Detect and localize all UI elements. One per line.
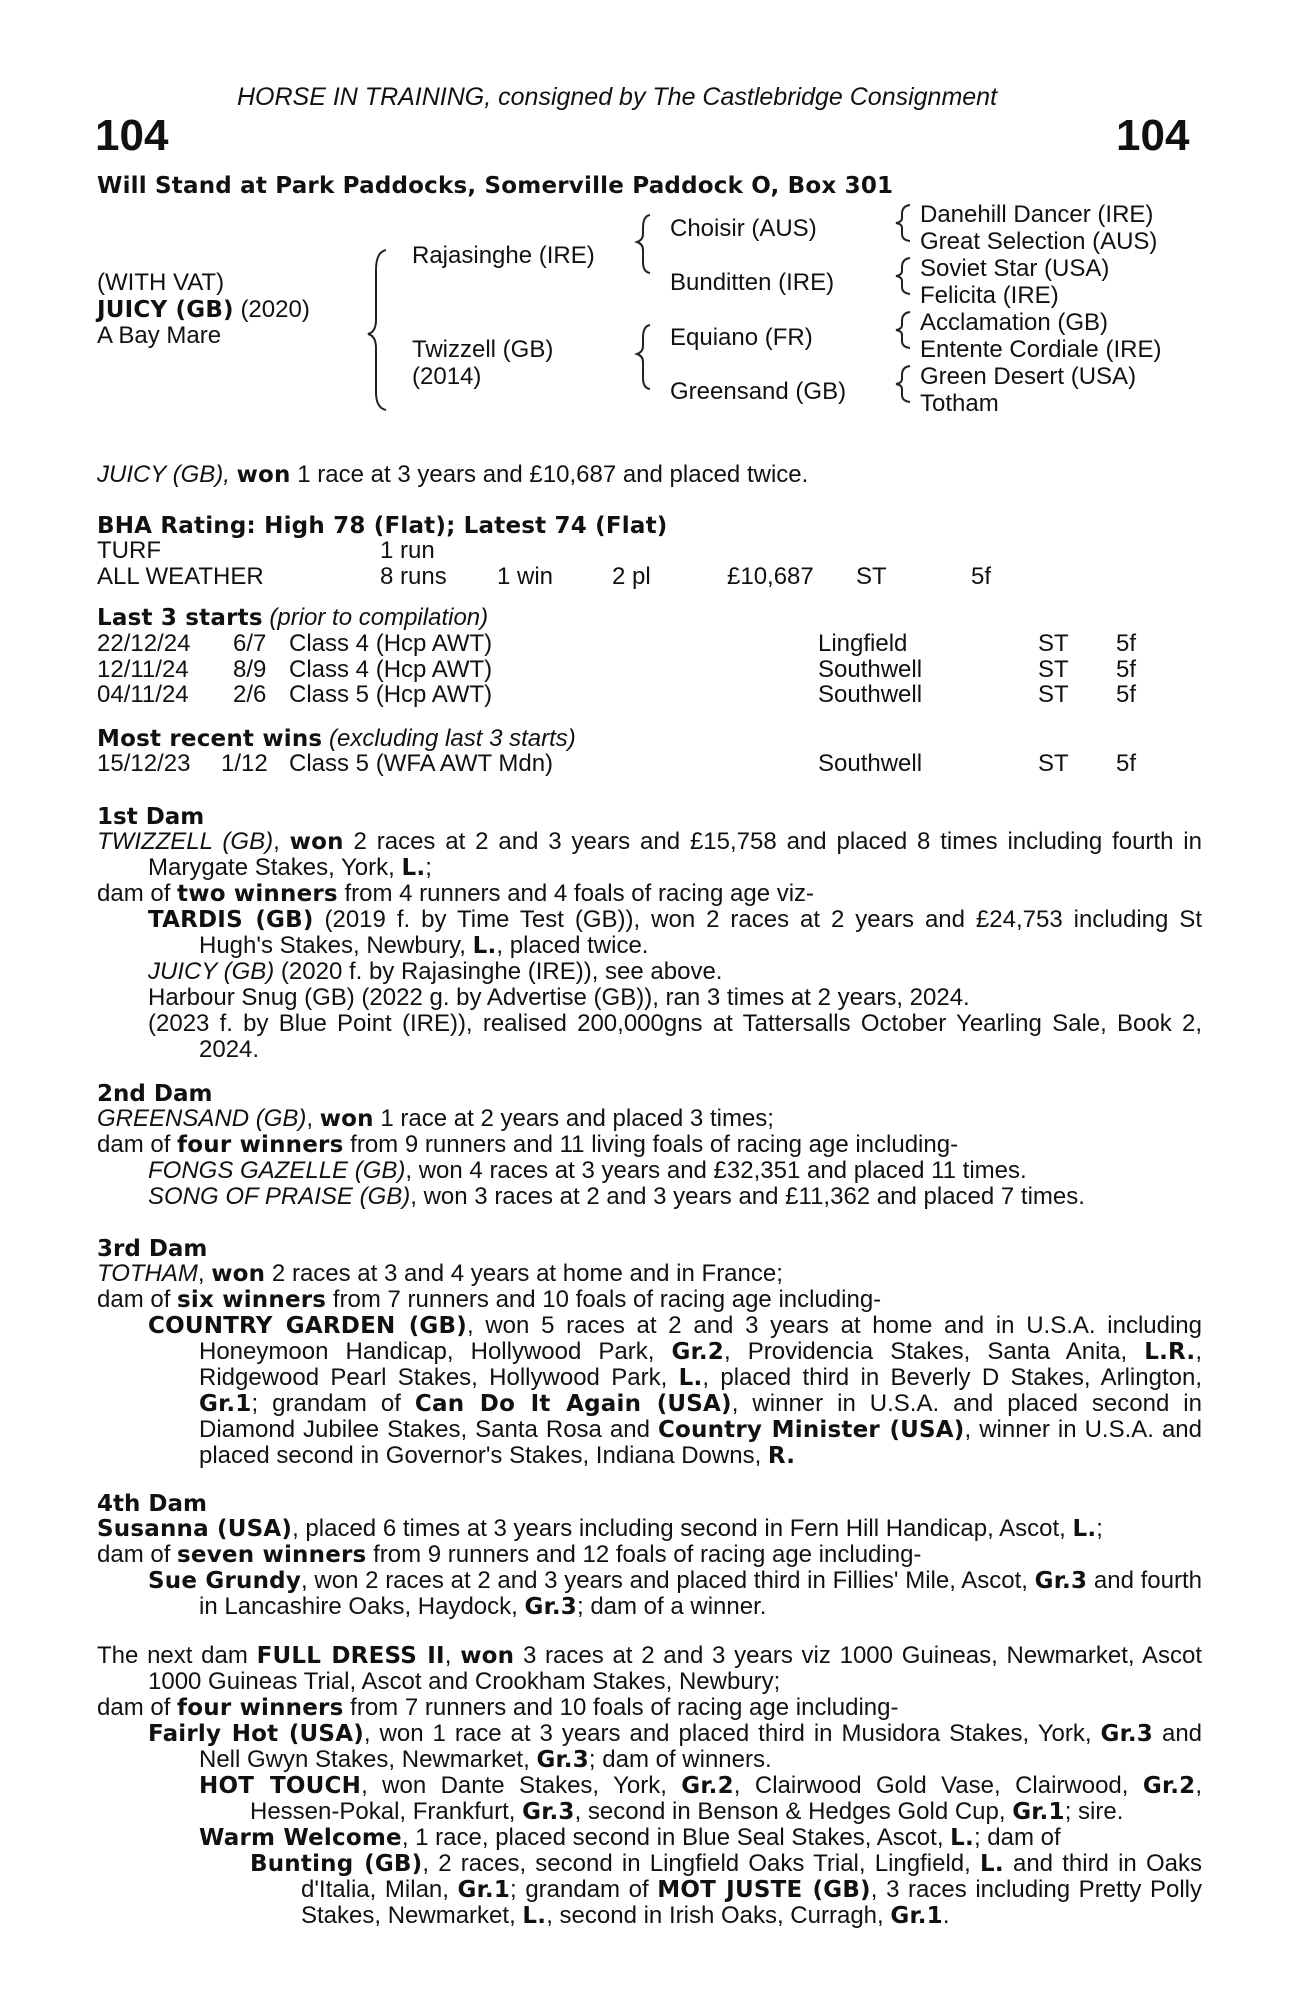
second-dam-section: GREENSAND (GB), won 1 race at 2 years and placed 3 times; dam of four winners from 9 runners and 11 living foals of racing age including- FONGS GAZELLE (GB), won 4 races at 3 years and £32,351 and placed 11 times. SONG OF PRAISE (GB), won 3 races at 2 and 3 years and £11,362 and placed 7 times. bbox=[97, 1105, 1085, 1210]
win-race: Class 5 (WFA AWT Mdn) bbox=[289, 750, 554, 777]
rating-runs: 8 runs bbox=[380, 563, 447, 590]
second-dam-heading: 2nd Dam bbox=[97, 1081, 213, 1107]
start-going: ST bbox=[1038, 656, 1069, 683]
rating-surface: ALL WEATHER bbox=[97, 563, 264, 590]
win-going: ST bbox=[1038, 750, 1069, 777]
last-starts-note: (prior to compilation) bbox=[262, 604, 489, 631]
start-date: 04/11/24 bbox=[97, 681, 189, 708]
horse-description: A Bay Mare bbox=[97, 322, 222, 349]
pedigree-sire: Rajasinghe (IRE) bbox=[412, 242, 595, 269]
pedigree-sdd: Felicita (IRE) bbox=[920, 282, 1059, 309]
start-race: Class 4 (Hcp AWT) bbox=[289, 656, 493, 683]
pedigree-dds: Green Desert (USA) bbox=[920, 363, 1137, 390]
start-date: 22/12/24 bbox=[97, 630, 191, 657]
start-race: Class 4 (Hcp AWT) bbox=[289, 630, 493, 657]
pedigree-dam-year: (2014) bbox=[412, 363, 482, 390]
lot-number-left: 104 bbox=[95, 111, 169, 160]
first-dam-heading: 1st Dam bbox=[97, 804, 205, 830]
first-dam-section: TWIZZELL (GB), won 2 races at 2 and 3 years and £15,758 and placed 8 times including fourth in Marygate Stakes, York, L.; dam of two winners from 4 runners and 4 foals of racing age viz- TARDIS (GB) (2019 f. by Time Test (GB)), won 2 races at 2 years and £24,753 including St Hugh's Stakes, Newbury, L., placed twice. JUICY (GB) (2020 f. by Rajasinghe (IRE)), see above. Harbour Snug (GB) (2022 g. by Advertise (GB)), ran 3 times at 2 years, 2024. (2023 f. by Blue Point (IRE)), realised 200,000gns at Tattersalls October Yearling Sale, Book 2, 2024. bbox=[97, 828, 1202, 1063]
pedigree-ssd: Great Selection (AUS) bbox=[920, 228, 1158, 255]
pedigree-dam-dam: Greensand (GB) bbox=[670, 378, 847, 405]
start-position: 8/9 bbox=[233, 656, 267, 683]
race-summary bbox=[97, 462, 808, 488]
start-distance: 5f bbox=[1116, 681, 1137, 708]
recent-wins-note: (excluding last 3 starts) bbox=[322, 725, 576, 752]
recent-wins-title: Most recent wins bbox=[97, 726, 323, 752]
rating-going: ST bbox=[856, 563, 887, 590]
start-race: Class 5 (Hcp AWT) bbox=[289, 681, 493, 708]
start-course: Southwell bbox=[818, 656, 923, 683]
start-distance: 5f bbox=[1116, 656, 1137, 683]
start-course: Southwell bbox=[818, 681, 923, 708]
pedigree-dsd: Entente Cordiale (IRE) bbox=[920, 336, 1162, 363]
pedigree-sire-dam: Bunditten (IRE) bbox=[670, 269, 835, 296]
rating-placed: 2 pl bbox=[612, 563, 651, 590]
start-going: ST bbox=[1038, 630, 1069, 657]
summary-name: JUICY (GB), bbox=[97, 461, 230, 488]
next-dam-section: The next dam FULL DRESS II, won 3 races at 2 and 3 years viz 1000 Guineas, Newmarket, Ascot 1000 Guineas Trial, Ascot and Crookham Stakes, Newbury; dam of four winners from 7 runners and 10 foals of racing age including- Fairly Hot (USA), won 1 race at 3 years and placed third in Musidora Stakes, York, Gr.3 and Nell Gwyn Stakes, Newmarket, Gr.3; dam of winners. HOT TOUCH, won Dante Stakes, York, Gr.2, Clairwood Gold Vase, Clairwood, Gr.2, Hessen-Pokal, Frankfurt, Gr.3, second in Benson & Hedges Gold Cup, Gr.1; sire. Warm Welcome, 1 race, placed second in Blue Seal Stakes, Ascot, L.; dam of Bunting (GB), 2 races, second in Lingfield Oaks Trial, Lingfield, L. and third in Oaks d'Italia, Milan, Gr.1; grandam of MOT JUSTE (GB), 3 races including Pretty Polly Stakes, Newmarket, L., second in Irish Oaks, Curragh, Gr.1. bbox=[97, 1642, 1203, 1929]
rating-prize: £10,687 bbox=[727, 563, 814, 590]
fourth-dam-heading: 4th Dam bbox=[97, 1491, 207, 1517]
stand-location: Will Stand at Park Paddocks, Somerville Paddock O, Box 301 bbox=[97, 173, 894, 199]
recent-wins-heading bbox=[97, 726, 576, 752]
rating-runs: 1 run bbox=[380, 537, 435, 564]
catalogue-subtitle: HORSE IN TRAINING, consigned by The Castlebridge Consignment bbox=[237, 83, 998, 111]
pedigree-sds: Soviet Star (USA) bbox=[920, 255, 1110, 282]
start-position: 6/7 bbox=[233, 630, 267, 657]
last-starts-heading bbox=[97, 605, 488, 631]
win-date: 15/12/23 bbox=[97, 750, 191, 777]
rating-distance: 5f bbox=[971, 563, 992, 590]
pedigree-ddd: Totham bbox=[920, 390, 999, 417]
third-dam-section: TOTHAM, won 2 races at 3 and 4 years at home and in France; dam of six winners from 7 runners and 10 foals of racing age including- COUNTRY GARDEN (GB), won 5 races at 2 and 3 years at home and in U.S.A. including Honeymoon Handicap, Hollywood Park, Gr.2, Providencia Stakes, Santa Anita, L.R., Ridgewood Pearl Stakes, Hollywood Park, L., placed third in Beverly D Stakes, Arlington, Gr.1; grandam of Can Do It Again (USA), winner in U.S.A. and placed second in Diamond Jubilee Stakes, Santa Rosa and Country Minister (USA), winner in U.S.A. and placed second in Governor's Stakes, Indiana Downs, R. bbox=[97, 1260, 1203, 1469]
win-course: Southwell bbox=[818, 750, 923, 777]
start-date: 12/11/24 bbox=[97, 656, 189, 683]
summary-won: won bbox=[236, 462, 291, 488]
pedigree-dam: Twizzell (GB) bbox=[412, 336, 554, 363]
pedigree-sss: Danehill Dancer (IRE) bbox=[920, 201, 1154, 228]
lot-number-right: 104 bbox=[1116, 111, 1190, 160]
fourth-dam-section: Susanna (USA), placed 6 times at 3 years including second in Fern Hill Handicap, Ascot, L.; dam of seven winners from 9 runners and 12 foals of racing age including- Sue Grundy, won 2 races at 2 and 3 years and placed third in Fillies' Mile, Ascot, Gr.3 and fourth in Lancashire Oaks, Haydock, Gr.3; dam of a winner. bbox=[97, 1515, 1202, 1620]
win-position: 1/12 bbox=[221, 750, 268, 777]
start-position: 2/6 bbox=[233, 681, 267, 708]
pedigree-sire-sire: Choisir (AUS) bbox=[670, 215, 817, 242]
horse-year: (2020) bbox=[240, 296, 310, 323]
start-course: Lingfield bbox=[818, 630, 908, 657]
summary-text: 1 race at 3 years and £10,687 and placed twice. bbox=[290, 461, 809, 488]
rating-surface: TURF bbox=[97, 537, 161, 564]
pedigree-dam-sire: Equiano (FR) bbox=[670, 324, 813, 351]
last-starts-title: Last 3 starts bbox=[97, 605, 263, 631]
pedigree-dss: Acclamation (GB) bbox=[920, 309, 1109, 336]
win-distance: 5f bbox=[1116, 750, 1137, 777]
horse-name: JUICY (GB) bbox=[97, 297, 234, 323]
start-going: ST bbox=[1038, 681, 1069, 708]
pedigree-braces bbox=[0, 200, 1315, 620]
rating-wins: 1 win bbox=[497, 563, 554, 590]
bha-rating: BHA Rating: High 78 (Flat); Latest 74 (Flat) bbox=[97, 513, 668, 539]
start-distance: 5f bbox=[1116, 630, 1137, 657]
vat-note: (WITH VAT) bbox=[97, 269, 225, 296]
third-dam-heading: 3rd Dam bbox=[97, 1236, 208, 1262]
